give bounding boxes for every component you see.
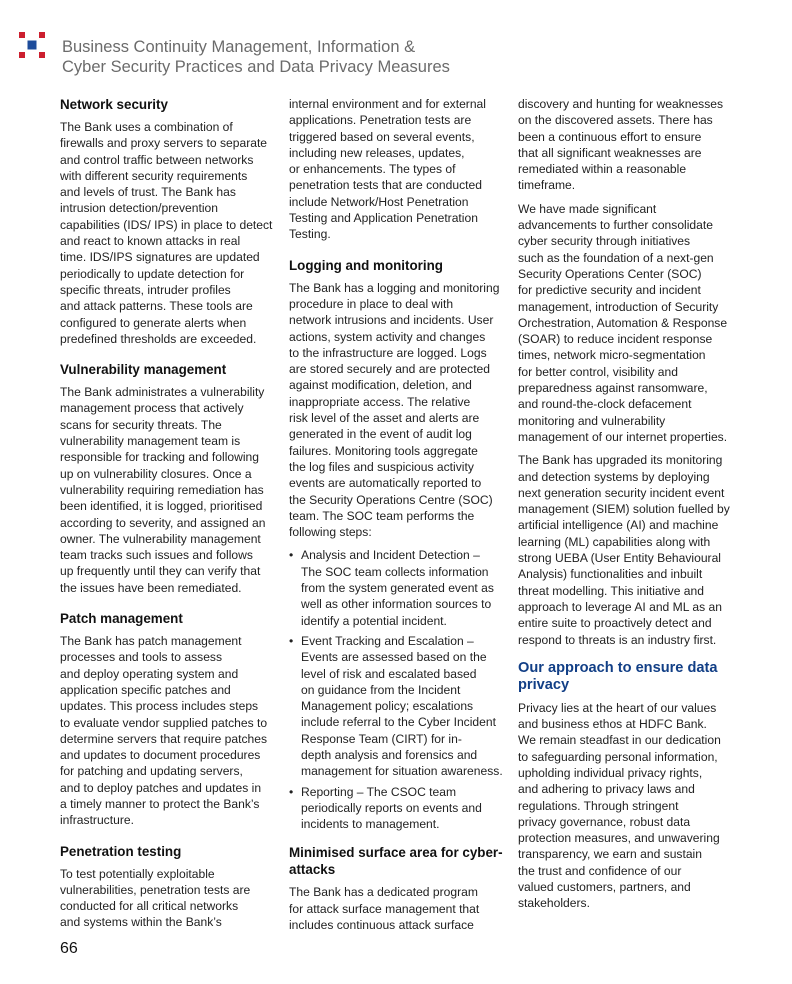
minimised-surface-heading: Minimised surface area for cyber- attacks xyxy=(289,845,503,878)
minimised-surface-continued: discovery and hunting for weaknesses on the discovered assets. There has been a continuous effort to ensure that all significant weaknesses are remediated within a reasonable timeframe. xyxy=(518,97,724,193)
penetration-testing-paragraph: To test potentially exploitable vulnerabilities, penetration tests are conducted for all critical networks and systems within the Bank’s xyxy=(60,866,251,930)
logging-monitoring-paragraph: The Bank has a logging and monitoring procedure in place to deal with network intrusions and incidents. User actions, system activity and changes to the infrastructure are logged. Logs are stored securely and are protected against modification, deletion, and inappropriate access. The relative risk level of the asset and alerts are generated in the event of audit log failures. Monitoring tools aggregate the log files and suspicious activity events are automatically reported to the Security Operations Centre (SOC) team. The SOC team performs the following steps: xyxy=(289,280,500,540)
penetration-testing-continued: internal environment and for external applications. Penetration tests are triggered based on several events, including new releases, updates, or enhancements. The types of penetration tests that are conducted include Network/Host Penetration Testing and Application Penetration Testing. xyxy=(289,97,486,242)
column-1 xyxy=(60,96,276,938)
bullet-icon: • xyxy=(289,784,294,799)
hdfc-logo-icon xyxy=(19,32,45,58)
upgrade-paragraph: The Bank has upgraded its monitoring and detection systems by deploying next generation security incident event management (SIEM) solution fuelled by artificial intelligence (AI) and machine learning (ML) capabilities along with strong UEBA (User Entity Behavioural Analysis) functionalities and inbuilt threat modelling. This initiative and approach to leverage AI and ML as an entire suite to proactively detect and respond to threats is an industry first. xyxy=(518,453,730,647)
column-2 xyxy=(289,96,507,940)
network-security-paragraph: The Bank uses a combination of firewalls and proxy servers to separate and control traffic between networks with different security requirements and levels of trust. The Bank has intrusion detection/prevention capabilities (IDS/ IPS) in place to detect and react to known attacks in real time. IDS/IPS signatures are updated periodically to update detection for specific threats, intruder profiles and attack patterns. These tools are configured to generate alerts when predefined thresholds are exceeded. xyxy=(60,120,273,346)
column-3 xyxy=(518,96,734,919)
vulnerability-management-paragraph: The Bank administrates a vulnerability management process that actively scans for security threats. The vulnerability management team is responsible for tracking and following up on vulnerability closures. Once a vulnerability requiring remediation has been identified, it is logged, prioritised according to severity, and assigned an owner. The vulnerability management team tracks such issues and follows up frequently until they can verify that the issues have been remediated. xyxy=(60,385,266,595)
vulnerability-management-heading: Vulnerability management xyxy=(60,362,227,378)
logging-monitoring-heading: Logging and monitoring xyxy=(289,257,443,273)
bullet-icon: • xyxy=(289,548,294,563)
soc-steps-list xyxy=(289,547,507,832)
advancements-paragraph: We have made significant advancements to further consolidate cyber security through initiatives such as the foundation of a next-gen Security Operations Center (SOC) for predictive security and incident management, introduction of Security Orchestration, Automation & Response (SOAR) to reduce incident response times, network micro-segmentation for better control, visibility and preparedness against ransomware, and round-the-clock defacement monitoring and vulnerability management of our internet properties. xyxy=(518,201,728,444)
soc-step-item xyxy=(289,633,507,780)
minimised-surface-paragraph: The Bank has a dedicated program for attack surface management that includes continuous attack surface xyxy=(289,885,480,933)
data-privacy-paragraph: Privacy lies at the heart of our values and business ethos at HDFC Bank. We remain steadfast in our dedication to safeguarding personal information, upholding individual privacy rights, and adhering to privacy laws and regulations. Through stringent privacy governance, robust data protection measures, and unwavering transparency, we earn and sustain the trust and confidence of our valued customers, partners, and stakeholders. xyxy=(518,700,721,911)
soc-step-text: Event Tracking and Escalation – Events are assessed based on the level of risk and escalated based on guidance from the Incident Management policy; escalations include referral to the Cyber Incident Response Team (CIRT) for in- depth analysis and forensics and management for situation awareness. xyxy=(301,633,503,779)
soc-step-text: Reporting – The CSOC team periodically reports on events and incidents to management. xyxy=(301,784,482,832)
penetration-testing-heading: Penetration testing xyxy=(60,843,182,859)
soc-step-item xyxy=(289,784,507,833)
patch-management-paragraph: The Bank has patch management processes and tools to assess and deploy operating system and application specific patches and updates. This process includes steps to evaluate vendor supplied patches to determine servers that require patches and updates to document procedures for patching and updating servers, and to deploy patches and updates in a timely manner to protect the Bank’s infrastructure. xyxy=(60,634,268,828)
page-title xyxy=(62,37,622,77)
soc-step-item xyxy=(289,547,507,628)
patch-management-heading: Patch management xyxy=(60,611,183,627)
logo-center-square xyxy=(28,41,37,50)
soc-step-text: Analysis and Incident Detection – The SOC team collects information from the system generated event as well as other information sources to identify a potential incident. xyxy=(301,548,494,628)
bullet-icon: • xyxy=(289,633,294,648)
data-privacy-heading: Our approach to ensure data privacy xyxy=(518,659,718,693)
page-title-line-2: Cyber Security Practices and Data Privacy Measures xyxy=(62,58,450,76)
network-security-heading: Network security xyxy=(60,97,168,112)
page-number: 66 xyxy=(60,940,78,957)
page-title-line-1: Business Continuity Management, Information & xyxy=(62,38,416,56)
